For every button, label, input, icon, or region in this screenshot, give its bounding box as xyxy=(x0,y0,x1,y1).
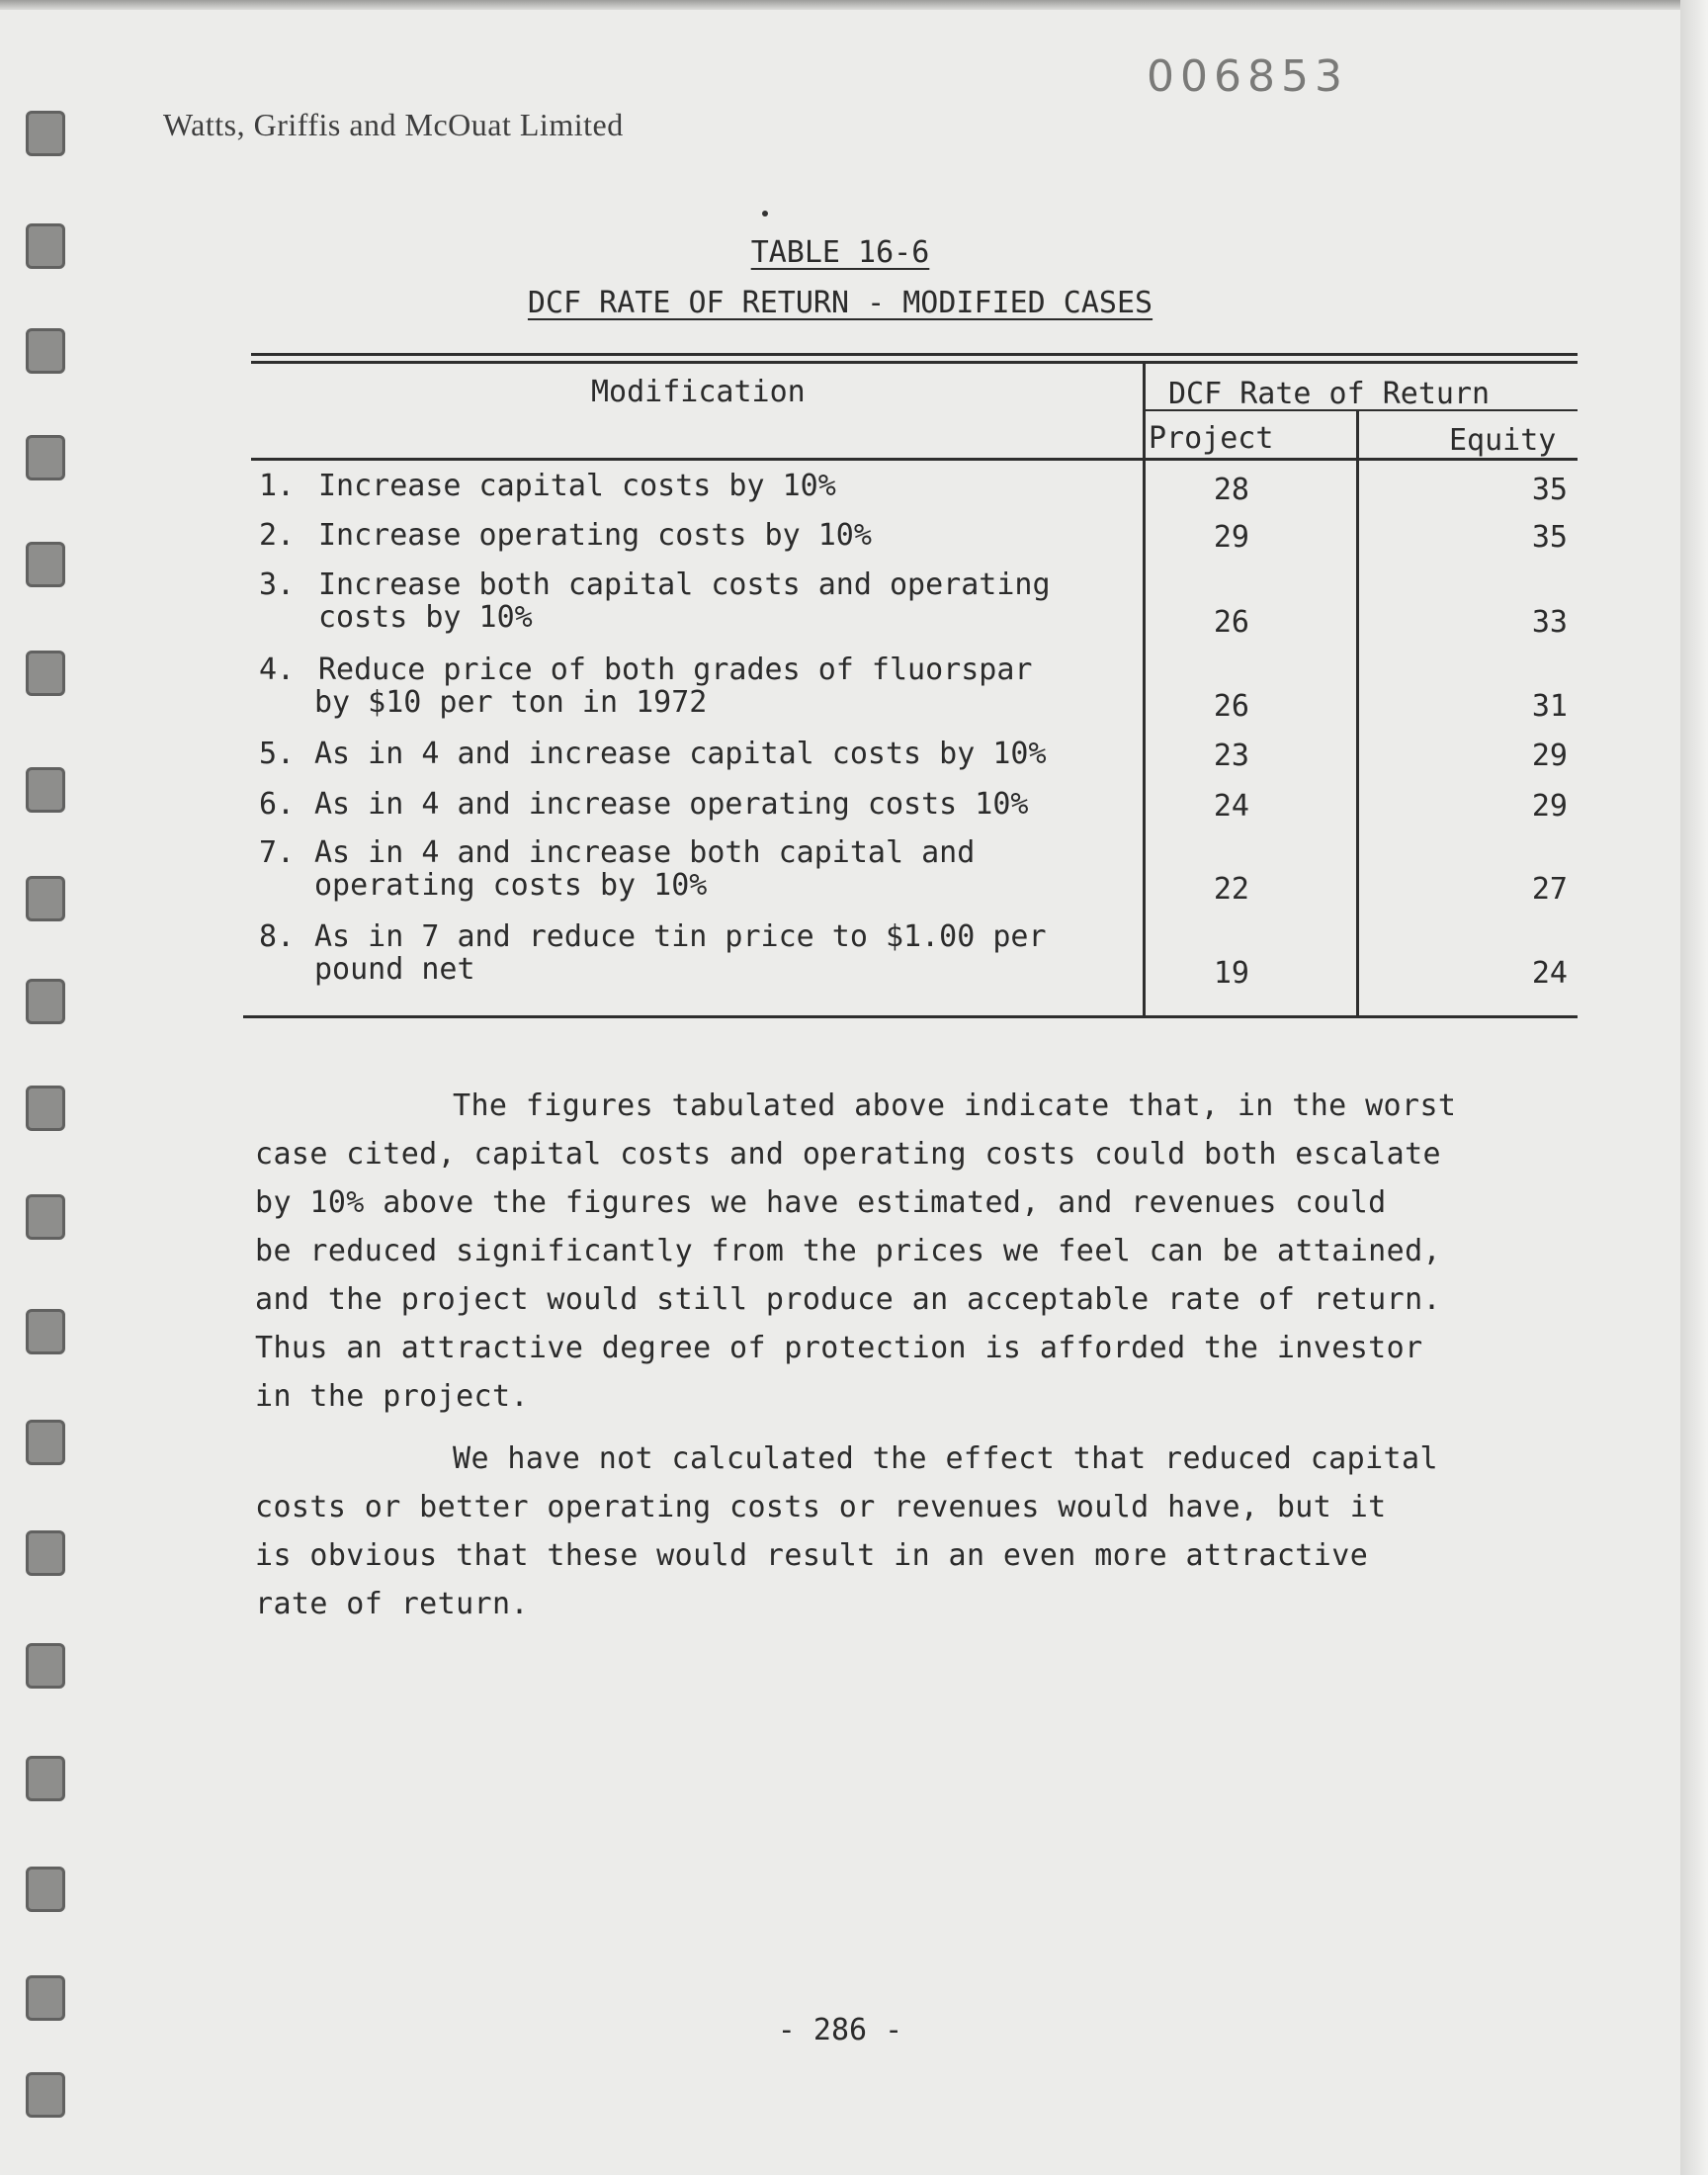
binding-hole xyxy=(26,1086,65,1131)
header-dcf-rate: DCF Rate of Return xyxy=(1168,377,1491,411)
header-project: Project xyxy=(1149,421,1274,456)
binding-hole xyxy=(26,435,65,480)
paragraph-line: be reduced significantly from the prices we feel can be attained, xyxy=(255,1234,1441,1268)
table-title: DCF RATE OF RETURN - MODIFIED CASES xyxy=(527,286,1153,320)
row-project-value: 29 xyxy=(1213,520,1249,555)
row-equity-value: 35 xyxy=(1531,520,1568,555)
paragraph-line: rate of return. xyxy=(255,1587,529,1621)
paragraph-line: is obvious that these would result in an even more attractive xyxy=(255,1538,1369,1573)
row-modification: As in 4 and increase capital costs by 10% xyxy=(314,737,1047,771)
body-paragraph-1 xyxy=(255,1082,1609,1421)
document-stamp-number: 006853 xyxy=(1147,51,1348,102)
row-modification-continued: by $10 per ton in 1972 xyxy=(314,685,708,720)
paragraph-line: We have not calculated the effect that reduced capital xyxy=(453,1441,1438,1476)
header-modification: Modification xyxy=(591,375,806,409)
page-right-edge xyxy=(1680,0,1708,2175)
binding-hole xyxy=(26,1867,65,1912)
paragraph-line: Thus an attractive degree of protection is afforded the investor xyxy=(255,1331,1423,1365)
row-modification-continued: costs by 10% xyxy=(318,600,533,635)
speck xyxy=(762,211,768,217)
table-bottom-rule xyxy=(243,1015,1578,1018)
paragraph-line: by 10% above the figures we have estimated, and revenues could xyxy=(255,1185,1387,1220)
row-project-value: 26 xyxy=(1213,689,1249,724)
binding-hole xyxy=(26,767,65,813)
page-top-edge xyxy=(0,0,1708,10)
row-modification: Reduce price of both grades of fluorspar xyxy=(318,652,1033,687)
row-equity-value: 31 xyxy=(1531,689,1568,724)
paragraph-line: The figures tabulated above indicate that, in the worst xyxy=(453,1088,1457,1123)
row-modification: Increase operating costs by 10% xyxy=(318,518,872,553)
binding-holes xyxy=(0,0,109,2175)
binding-hole xyxy=(26,1530,65,1576)
row-modification: Increase capital costs by 10% xyxy=(318,469,836,503)
row-number: 8. xyxy=(259,919,296,954)
row-number: 4. xyxy=(259,652,296,687)
row-equity-value: 29 xyxy=(1531,789,1568,824)
binding-hole xyxy=(26,1643,65,1689)
page-number: - 286 - xyxy=(777,2013,903,2047)
row-modification-continued: pound net xyxy=(314,952,475,987)
binding-hole xyxy=(26,1194,65,1240)
binding-hole xyxy=(26,1309,65,1354)
binding-hole xyxy=(26,328,65,374)
binding-hole xyxy=(26,111,65,156)
body-paragraph-2 xyxy=(255,1435,1609,1628)
row-modification: As in 4 and increase both capital and xyxy=(314,835,976,870)
binding-hole xyxy=(26,979,65,1024)
paragraph-line: case cited, capital costs and operating costs could both escalate xyxy=(255,1137,1441,1172)
row-equity-value: 27 xyxy=(1531,872,1568,907)
row-project-value: 24 xyxy=(1213,789,1249,824)
row-modification: As in 7 and reduce tin price to $1.00 per xyxy=(314,919,1047,954)
binding-hole xyxy=(26,2072,65,2118)
table-column-divider xyxy=(1143,364,1146,1018)
row-project-value: 22 xyxy=(1213,872,1249,907)
row-equity-value: 29 xyxy=(1531,739,1568,773)
row-number: 5. xyxy=(259,737,296,771)
row-project-value: 26 xyxy=(1213,605,1249,640)
row-number: 3. xyxy=(259,567,296,602)
paragraph-line: costs or better operating costs or revenues would have, but it xyxy=(255,1490,1387,1524)
binding-hole xyxy=(26,651,65,696)
row-modification-continued: operating costs by 10% xyxy=(314,868,708,903)
row-modification: As in 4 and increase operating costs 10% xyxy=(314,787,1029,822)
row-equity-value: 35 xyxy=(1531,473,1568,507)
binding-hole xyxy=(26,542,65,587)
row-number: 6. xyxy=(259,787,296,822)
binding-hole xyxy=(26,1756,65,1801)
table-top-rule xyxy=(251,353,1578,356)
binding-hole xyxy=(26,1420,65,1465)
paragraph-line: and the project would still produce an acceptable rate of return. xyxy=(255,1282,1441,1317)
row-equity-value: 24 xyxy=(1531,956,1568,991)
row-number: 1. xyxy=(259,469,296,503)
header-equity: Equity xyxy=(1449,423,1557,458)
row-number: 2. xyxy=(259,518,296,553)
row-project-value: 19 xyxy=(1213,956,1249,991)
table-top-rule xyxy=(251,361,1578,364)
letterhead: Watts, Griffis and McOuat Limited xyxy=(163,107,624,142)
row-equity-value: 33 xyxy=(1531,605,1568,640)
row-modification: Increase both capital costs and operating xyxy=(318,567,1051,602)
table-number: TABLE 16-6 xyxy=(750,235,930,270)
row-number: 7. xyxy=(259,835,296,870)
row-project-value: 28 xyxy=(1213,473,1249,507)
binding-hole xyxy=(26,876,65,921)
table-header-rule xyxy=(251,458,1578,461)
row-project-value: 23 xyxy=(1213,739,1249,773)
table-column-divider xyxy=(1356,411,1359,1018)
paragraph-line: in the project. xyxy=(255,1379,529,1414)
